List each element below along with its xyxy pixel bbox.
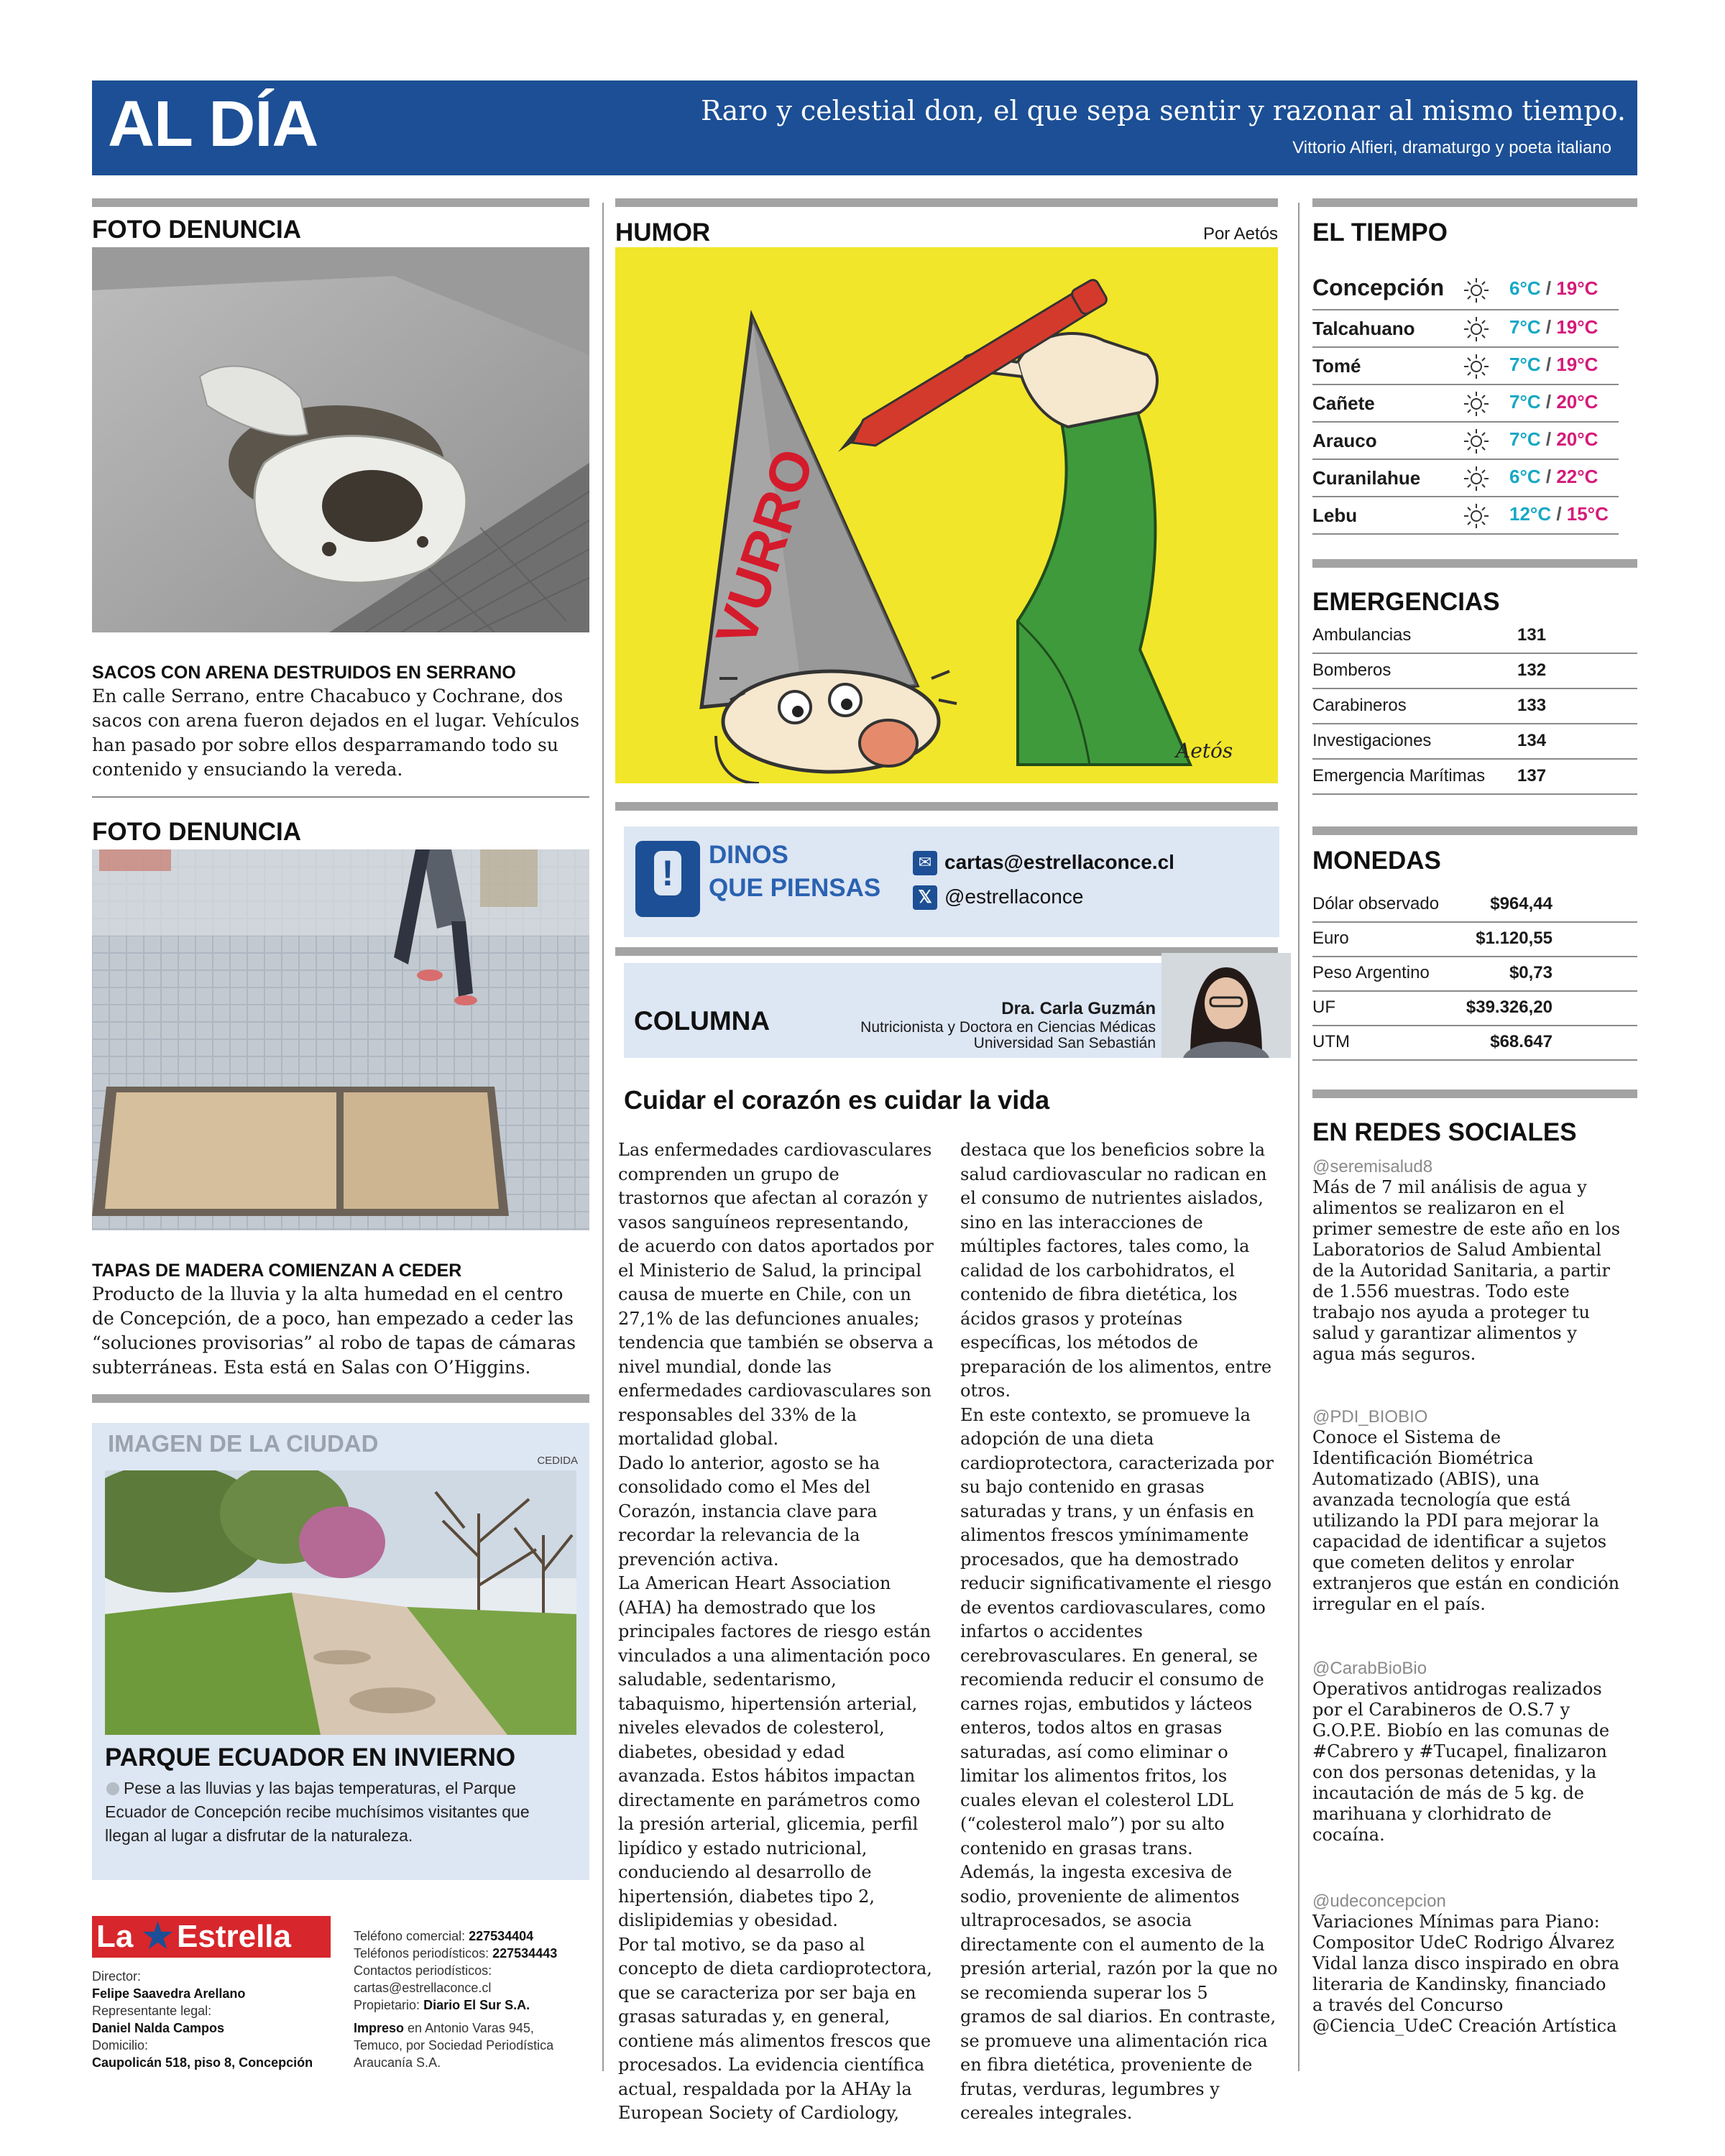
emergency-number[interactable]: 133 [1517,696,1547,715]
temp-min: 12°C [1509,503,1552,525]
foto-denuncia-1-heading: FOTO DENUNCIA [92,216,302,244]
imagen-ciudad-title: PARQUE ECUADOR EN INVIERNO [105,1743,516,1772]
header-quote: Raro y celestial don, el que sepa sentir y razonar al mismo tiempo. [701,95,1626,126]
currency-name: UTM [1312,1032,1350,1051]
weather-temps [1509,316,1598,338]
author-portrait [1162,953,1291,1058]
columna-headline: Cuidar el corazón es cuidar la vida [624,1085,1050,1115]
currency-value: $1.120,55 [1476,929,1552,948]
columna-author-institution: Universidad San Sebastián [973,1035,1156,1051]
logo-text-estrella: Estrella [177,1919,291,1954]
emergency-number[interactable]: 137 [1517,766,1547,786]
weather-city: Tomé [1312,355,1361,377]
weather-row [1312,385,1619,423]
weather-row [1312,348,1619,385]
currency-value: $964,44 [1490,894,1552,913]
sun-icon [1462,502,1491,530]
section-title: AL DÍA [108,88,318,160]
dinos-que-piensas-panel [624,826,1279,937]
logo-text-la: La [96,1919,134,1954]
sun-icon [1462,464,1491,493]
mail-icon: ✉ [913,851,937,875]
imagen-ciudad-heading: IMAGEN DE LA CIUDAD [108,1430,379,1457]
foto-denuncia-1-title: SACOS CON ARENA DESTRUIDOS EN SERRANO [92,663,516,683]
footer-address: Caupolicán 518, piso 8, Concepción [92,2055,313,2070]
weather-city: Arauco [1312,430,1377,451]
section-rule [92,198,589,207]
social-post-text: Operativos antidrogas realizados por el Carabineros de O.S.7 y G.O.P.E. Biobío en las comunas de #Cabrero y #Tucapel, finalizaron con dos personas detenidas, y la incautación de más de 5 kg. de marihuana y clorhidrato de cocaína. [1312,1679,1610,1845]
foto-denuncia-2-heading: FOTO DENUNCIA [92,818,302,846]
header-quote-author: Vittorio Alfieri, dramaturgo y poeta italiano [1292,138,1611,157]
currency-name: Peso Argentino [1312,963,1430,982]
emergency-service: Bomberos [1312,660,1392,680]
sun-icon [1462,427,1491,456]
currency-name: Euro [1312,929,1349,948]
redes-heading: EN REDES SOCIALES [1312,1118,1577,1146]
foto-denuncia-1-text: En calle Serrano, entre Chacabuco y Cochrane, dos sacos con arena fueron dejados en el lugar. Vehículos han pasado por sobre ellos desparramando todo su contenido y ensuciando la vereda. [92,686,580,780]
section-rule [1312,826,1637,835]
humor-cartoon [615,247,1278,783]
footer-printed-2: Temuco, por Sociedad Periodística [354,2038,554,2053]
footer-legal-label: Representante legal: [92,2004,212,2018]
weather-temps [1509,277,1598,300]
currency-row [1312,1025,1637,1061]
temp-min: 7°C [1509,354,1541,375]
currency-name: Dólar observado [1312,894,1440,913]
currency-row [1312,887,1637,923]
dinos-line-2: QUE PIENSAS [709,874,881,902]
footer-printed: Impreso en Antonio Varas 945, [354,2021,534,2035]
cartoon-hat-text: VURRO [703,441,827,654]
emergency-service: Emergencia Marítimas [1312,766,1486,786]
emergency-row [1312,724,1637,760]
currency-value: $68.647 [1490,1032,1552,1051]
currency-row [1312,990,1637,1026]
footer-phone-news: Teléfonos periodísticos: 227534443 [354,1946,558,1961]
temp-max: 22°C [1556,466,1598,487]
footer-contacts-label: Contactos periodísticos: [354,1963,492,1978]
section-rule [1312,1089,1637,1098]
parque-ecuador-photo [105,1470,576,1735]
footer-phone-commercial: Teléfono comercial: 227534404 [354,1929,534,1943]
wooden-covers-photo [92,849,589,1230]
social-post-text: Más de 7 mil análisis de agua y alimentos se realizaron en el primer semestre de este año en los Laboratorios de Salud Ambiental de la Autoridad Sanitaria, a partir de 1.556 muestras. Todo este trabajo nos ayuda a proteger tu salud y garantizar alimentos y agua más seguros. [1312,1177,1621,1364]
tiempo-heading: EL TIEMPO [1312,218,1448,247]
sandbags-illustration [92,247,589,632]
emergency-row [1312,618,1637,654]
weather-temps [1509,428,1598,451]
emergency-row [1312,653,1637,689]
footer-address-label: Domicilio: [92,2038,149,2053]
emergency-service: Carabineros [1312,696,1407,715]
park-illustration [105,1470,576,1735]
weather-temps [1509,391,1598,413]
footer-director: Felipe Saavedra Arellano [92,1986,246,2001]
foto-denuncia-2-text: Producto de la lluvia y la alta humedad en el centro de Concepción, de a poco, han empezado a ceder las “soluciones provisorias” al robo de tapas de cámaras subterráneas. Esta está en Salas con O’Higgins. [92,1284,576,1378]
temp-separator: / [1540,428,1557,450]
section-rule [92,1394,589,1403]
temp-separator: / [1540,466,1557,487]
dinos-line-1: DINOS [709,841,788,869]
social-handle[interactable]: @udeconcepcion [1312,1892,1446,1911]
columna-heading: COLUMNA [634,1006,770,1036]
foto-denuncia-2-title: TAPAS DE MADERA COMIENZAN A CEDER [92,1261,462,1281]
social-post-text: Variaciones Mínimas para Piano: Compositor UdeC Rodrigo Álvarez Vidal lanza disco inspirado en obra literaria de Kandinsky, financiado a través del Concurso @Ciencia_UdeC Creación Artística [1312,1912,1620,2036]
columna-author-role: Nutricionista y Doctora en Ciencias Médicas [860,1019,1156,1036]
columna-text-col-1: Las enfermedades cardiovasculares comprenden un grupo de trastornos que afectan al corazón y vasos sanguíneos representando, de acuerdo con datos aportados por el Ministerio de Salud, la principal causa de muerte en Chile, con un 27,1% de las defunciones anuales; tendencia que también se observa a nivel mundial, donde las enfermedades cardiovasculares son responsables del 33% de la mortalidad global. Dado lo anterior, agosto se ha consolidado como el Mes del Corazón, instancia clave para recordar la relevancia de la prevención activa. La American Heart Association (AHA) ha demostrado que los principales factores de riesgo están vinculados a una alimentación poco saludable, sedentarismo, tabaquismo, hipertensión arterial, niveles elevados de colesterol, diabetes, obesidad y edad avanzada. Estos hábitos impactan directamente en parámetros como la presión arterial, glicemia, perfil lipídico y estado nutricional, conduciendo al desarrollo de hipertensión, diabetes tipo 2, dislipidemias y obesidad. Por tal motivo, se da paso al concepto de dieta cardioprotectora, que se caracteriza por ser baja en grasas saturadas y, en general, contiene más alimentos frescos que procesados. La evidencia científica actual, respaldada por la AHAy la European Society of Cardiology, [618,1140,934,2123]
temp-separator: / [1540,391,1557,413]
star-icon: ★ [142,1917,174,1955]
currency-name: UF [1312,998,1335,1017]
newspaper-logo [92,1916,331,1958]
cartoon-signature: Aetós [1176,739,1233,763]
temp-separator: / [1540,316,1557,338]
currency-value: $39.326,20 [1466,998,1552,1017]
portrait-illustration [1162,953,1291,1058]
dinos-email[interactable]: cartas@estrellaconce.cl [944,851,1174,873]
social-handle[interactable]: @CarabBioBio [1312,1659,1427,1678]
section-rule [1312,198,1637,207]
temp-separator: / [1540,277,1557,299]
column-divider-right [1298,203,1300,2071]
weather-city: Lebu [1312,505,1358,526]
section-rule [615,198,1278,207]
imagen-ciudad-panel [92,1423,589,1880]
weather-city: Talcahuano [1312,318,1415,339]
footer-owner: Propietario: Diario El Sur S.A. [354,1998,530,2012]
social-handle[interactable]: @PDI_BIOBIO [1312,1407,1428,1427]
columna-header [624,963,1291,1058]
emergency-number[interactable]: 134 [1517,731,1547,750]
footer-contact-email[interactable]: cartas@estrellaconce.cl [354,1981,492,1995]
weather-city: Cañete [1312,392,1375,414]
temp-max: 20°C [1556,391,1598,413]
sun-icon [1462,315,1491,344]
temp-min: 6°C [1509,277,1541,299]
emergency-service: Investigaciones [1312,731,1432,750]
weather-city: Concepción [1312,275,1445,300]
imagen-ciudad-text: Pese a las lluvias y las bajas temperaturas, el Parque Ecuador de Concepción recibe muchísimos visitantes que llegan al lugar a disfrutar de la naturaleza. [105,1779,530,1845]
columna-text-col-2: destaca que los beneficios sobre la salud cardiovascular no radican en el consumo de nutrientes aislados, sino en las interacciones de múltiples factores, tales como, la calidad de los carbohidratos, el contenido de fibra dietética, los ácidos grasos y proteínas específicas, los métodos de preparación de los alimentos, entre otros. En este contexto, se promueve la adopción de una dieta cardioprotectora, caracterizada por su bajo contenido en grasas saturadas y trans, y un énfasis en alimentos frescos ymínimamente procesados, que ha demostrado reducir significativamente el riesgo de eventos cardiovasculares, como infartos o accidentes cerebrovasculares. En general, se recomienda reducir el consumo de carnes rojas, embutidos y lácteos enteros, todos altos en grasas saturadas, así como eliminar o limitar los alimentos fritos, los cuales elevan el colesterol LDL (“colesterol malo”) por su alto contenido en grasas trans. Además, la ingesta excesiva de sodio, proveniente de alimentos ultraprocesados, se asocia directamente con el aumento de la presión arterial, razón por la que no se recomienda superar los 5 gramos de sal diarios. En contraste, se promueve una alimentación rica en fibra dietética, proveniente de frutas, verduras, legumbres y cereales integrales. [960,1140,1278,2123]
temp-max: 19°C [1556,354,1598,375]
temp-min: 7°C [1509,391,1541,413]
weather-row [1312,423,1619,460]
weather-city: Curanilahue [1312,467,1421,489]
emergencias-heading: EMERGENCIAS [1312,588,1500,616]
wooden-covers-illustration [92,849,589,1230]
footer-legal: Daniel Nalda Campos [92,2021,225,2035]
footer-director-label: Director: [92,1969,142,1984]
column-divider-left [602,203,604,2071]
sun-icon [1462,352,1491,381]
weather-temps [1509,503,1609,525]
divider [92,796,589,798]
weather-row [1312,272,1619,310]
weather-temps [1509,466,1598,488]
temp-max: 19°C [1556,316,1598,338]
cartoon-illustration [615,247,1278,783]
social-post-text: Conoce el Sistema de Identificación Biométrica Automatizado (ABIS), una avanzada tecnología que está utilizando la PDI para mejorar la capacidad de identificar a sujetos que cometen delitos y enrolar extranjeros que están en condición irregular en el país. [1312,1427,1620,1614]
temp-min: 7°C [1509,428,1541,450]
footer-printed-3: Araucanía S.A. [354,2055,441,2070]
photo-credit: CEDIDA [537,1455,578,1467]
section-header [92,80,1637,175]
emergency-row [1312,688,1637,724]
weather-row [1312,460,1619,497]
temp-min: 7°C [1509,316,1541,338]
monedas-heading: MONEDAS [1312,847,1441,875]
humor-heading: HUMOR [615,218,711,247]
temp-min: 6°C [1509,466,1541,487]
temp-separator: / [1540,354,1557,375]
sun-icon [1462,276,1491,305]
temp-max: 15°C [1566,503,1609,525]
emergency-number[interactable]: 131 [1517,625,1547,645]
section-rule [615,802,1278,811]
emergency-row [1312,759,1637,795]
exclamation-icon: ! [654,851,681,895]
sun-icon [1462,390,1491,418]
social-handle[interactable]: @seremisalud8 [1312,1157,1433,1176]
emergency-service: Ambulancias [1312,625,1412,645]
sandbags-photo [92,247,589,632]
emergency-number[interactable]: 132 [1517,660,1547,680]
columna-author: Dra. Carla Guzmán [1001,999,1156,1018]
currency-row [1312,921,1637,957]
currency-value: $0,73 [1509,963,1552,982]
section-rule [1312,559,1637,568]
currency-row [1312,956,1637,992]
weather-row [1312,310,1619,348]
x-logo-icon: 𝕏 [913,885,937,910]
weather-row [1312,497,1619,535]
weather-temps [1509,354,1598,376]
temp-separator: / [1551,503,1567,525]
temp-max: 19°C [1556,277,1598,299]
temp-max: 20°C [1556,428,1598,450]
speech-bubble-icon [635,841,700,917]
dinos-x-handle[interactable]: @estrellaconce [944,885,1084,908]
humor-byline: Por Aetós [1202,224,1278,244]
